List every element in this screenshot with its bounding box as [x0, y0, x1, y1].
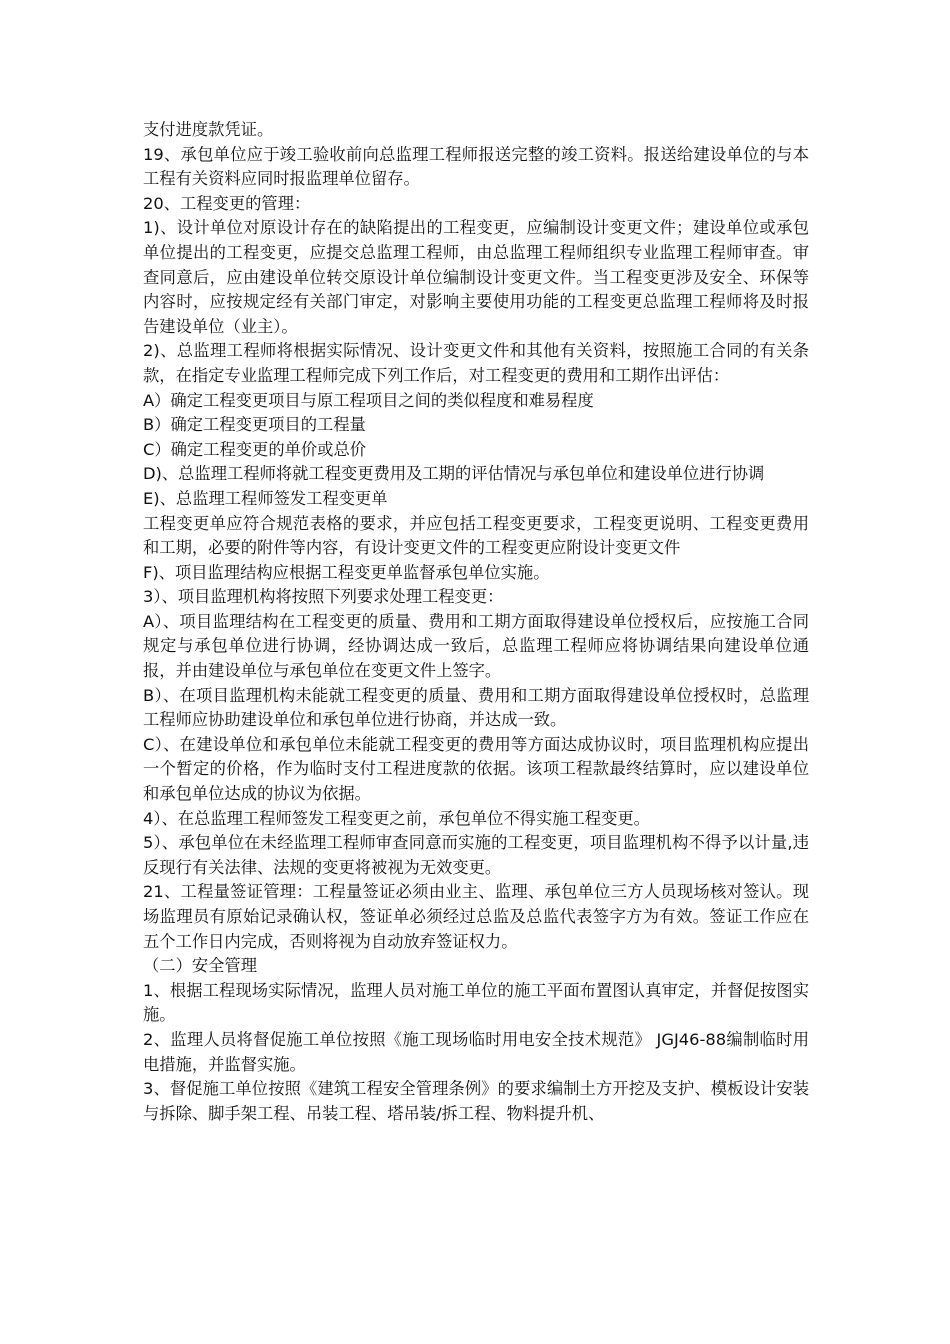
paragraph: 1、根据工程现场实际情况，监理人员对施工单位的施工平面布置图认真审定，并督促按图实施。: [143, 980, 809, 1025]
list-item: F)、项目监理结构应根据工程变更单监督承包单位实施。: [143, 562, 550, 582]
paragraph: 支付进度款凭证。: [143, 120, 274, 139]
section-heading: 20、工程变更的管理：: [143, 193, 311, 213]
paragraph: 3、督促施工单位按照《建筑工程安全管理条例》的要求编制土方开挖及支护、模板设计安装与拆除、脚手架工程、吊装工程、塔吊装/拆工程、物料提升机、: [143, 1079, 809, 1123]
list-item: D)、总监理工程师将就工程变更费用及工期的评估情况与承包单位和建设单位进行协调: [143, 464, 765, 484]
list-item: B）、在项目监理机构未能就工程变更的质量、费用和工期方面取得建设单位授权时，总监理工程师应协助建设单位和承包单位进行协商，并达成一致。: [143, 685, 809, 730]
paragraph: 19、承包单位应于竣工验收前向总监理工程师报送完整的竣工资料。报送给建设单位的与本工程有关资料应同时报监理单位留存。: [143, 144, 809, 189]
paragraph: 2)、总监理工程师将根据实际情况、设计变更文件和其他有关资料，按照施工合同的有关条款，在指定专业监理工程师完成下列工作后，对工程变更的费用和工期作出评估：: [143, 341, 809, 385]
list-item: B）确定工程变更项目的工程量: [143, 415, 366, 435]
paragraph: 3）、项目监理机构将按照下列要求处理工程变更：: [143, 587, 504, 607]
paragraph: 4）、在总监理工程师签发工程变更之前，承包单位不得实施工程变更。: [143, 808, 650, 828]
document-page: [143, 118, 809, 1126]
paragraph: 工程变更单应符合规范表格的要求，并应包括工程变更要求，工程变更说明、工程变更费用和工期，必要的附件等内容，有设计变更文件的工程变更应附设计变更文件: [143, 513, 809, 558]
list-item: A）、项目监理结构在工程变更的质量、费用和工期方面取得建设单位授权后，应按施工合同规定与承包单位进行协调，经协调达成一致后，总监理工程师应将协调结果向建设单位通报，并由建设单位与承包单位在变更文件上签字。: [143, 611, 809, 681]
list-item: C）、在建设单位和承包单位未能就工程变更的费用等方面达成协议时，项目监理机构应提出一个暂定的价格，作为临时支付工程进度款的依据。该项工程款最终结算时，应以建设单位和承包单位达成的协议为依据。: [143, 734, 809, 804]
list-item: E)、总监理工程师签发工程变更单: [143, 488, 388, 508]
paragraph: 5）、承包单位在未经监理工程师审查同意而实施的工程变更，项目监理机构不得予以计量,违反现行有关法律、法规的变更将被视为无效变更。: [143, 833, 809, 877]
paragraph: 2、监理人员将督促施工单位按照《施工现场临时用电安全技术规范》 JGJ46-88编制临时用电措施，并监督实施。: [143, 1029, 809, 1074]
list-item: A）确定工程变更项目与原工程项目之间的类似程度和难易程度: [143, 390, 594, 410]
list-item: C）确定工程变更的单价或总价: [143, 439, 367, 459]
paragraph: 1)、设计单位对原设计存在的缺陷提出的工程变更，应编制设计变更文件；建设单位或承包单位提出的工程变更，应提交总监理工程师，由总监理工程师组织专业监理工程师审查。审查同意后，应由建设单位转交原设计单位编制设计变更文件。当工程变更涉及安全、环保等内容时，应按规定经有关部门审定，对影响主要使用功能的工程变更总监理工程师将及时报告建设单位（业主）。: [143, 218, 809, 336]
section-heading: （二）安全管理: [143, 956, 257, 976]
paragraph: 21、工程量签证管理：工程量签证必须由业主、监理、承包单位三方人员现场核对签认。现场监理员有原始记录确认权，签证单必须经过总监及总监代表签字方为有效。签证工作应在五个工作日内完成，否则将视为自动放弃签证权力。: [143, 882, 809, 951]
